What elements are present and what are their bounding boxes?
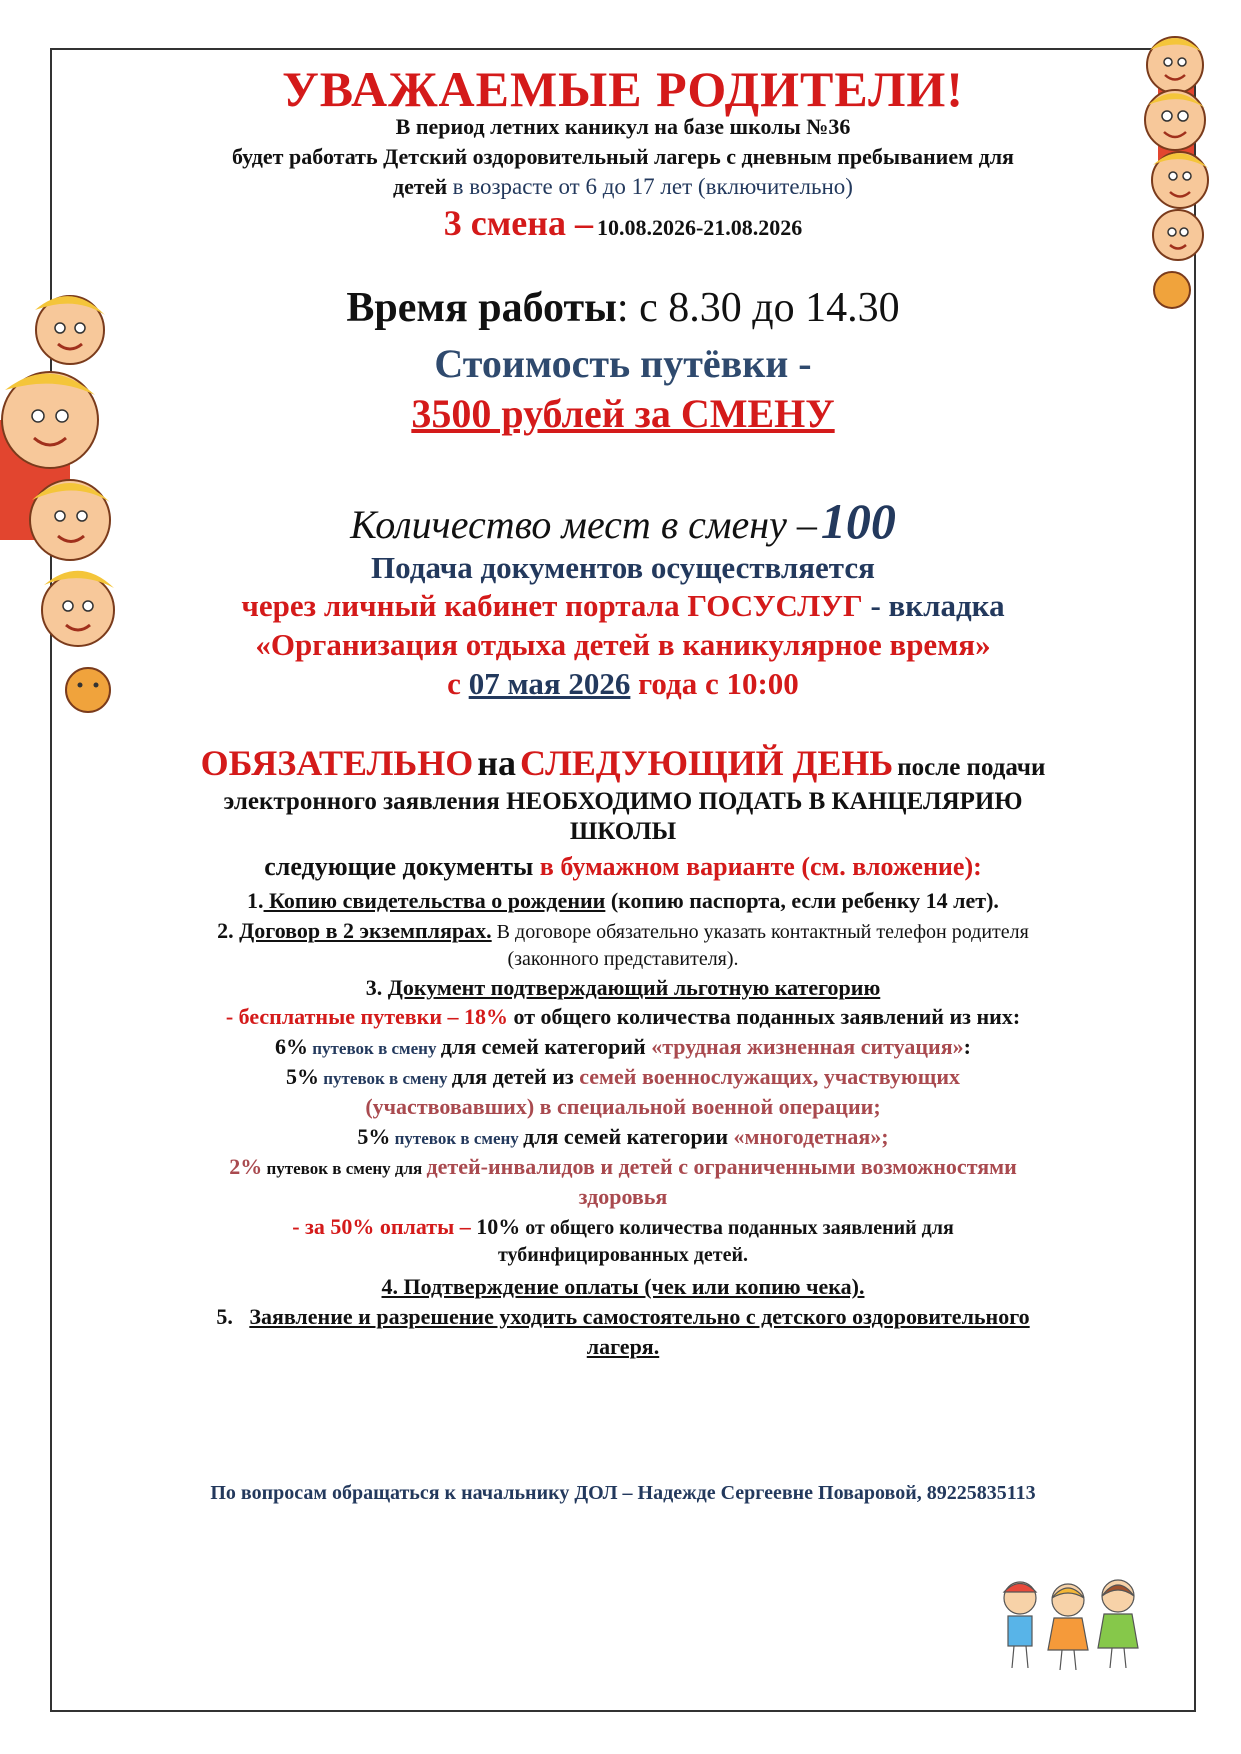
doc-2-note-line-2: (законного представителя). bbox=[507, 948, 739, 970]
cost-value: 3500 рублей за СМЕНУ bbox=[411, 391, 835, 436]
free-vouchers-percent: 18% bbox=[464, 1004, 508, 1029]
category-2-line-2: (участвовавших) в специальной военной операции; bbox=[365, 1094, 881, 1119]
required-word: ОБЯЗАТЕЛЬНО bbox=[200, 743, 474, 783]
intro-line-1: В период летних каникул на базе школы №36 bbox=[395, 114, 851, 139]
category-4-name: детей-инвалидов и детей с ограниченными возможностями bbox=[426, 1154, 1017, 1179]
category-1-line bbox=[52, 1034, 1194, 1060]
submission-date: 07 мая 2026 bbox=[468, 666, 631, 701]
category-4-line-2: здоровья bbox=[578, 1184, 668, 1209]
kids-bottom-illustration bbox=[990, 1570, 1150, 1680]
age-range-text: в возрасте от 6 до 17 лет (включительно) bbox=[452, 174, 853, 199]
shift-dates: 10.08.2026-21.08.2026 bbox=[596, 215, 803, 240]
doc-5-title: Заявление и разрешение уходить самостоятельно с детского оздоровительного bbox=[249, 1304, 1030, 1329]
category-1-name: «трудная жизненная ситуация» bbox=[651, 1034, 964, 1059]
free-vouchers-line bbox=[52, 1004, 1194, 1030]
required-line-4 bbox=[52, 852, 1194, 882]
category-4-percent: 2% bbox=[229, 1154, 263, 1179]
contact-footer: По вопросам обращаться к начальнику ДОЛ – Надежде Сергеевне Поваровой, 89225835113 bbox=[210, 1482, 1036, 1504]
submission-line-2 bbox=[52, 588, 1194, 624]
category-1-end: : bbox=[963, 1034, 971, 1059]
category-4-line bbox=[52, 1154, 1194, 1180]
required-after: после подачи bbox=[897, 754, 1046, 781]
category-2-text: для детей из bbox=[451, 1064, 580, 1089]
half-payment-line-2: тубинфицированных детей. bbox=[497, 1244, 749, 1266]
half-payment-label: - за 50% оплаты – bbox=[292, 1214, 471, 1239]
doc-item-3 bbox=[52, 975, 1194, 1001]
doc-3-title: Документ подтверждающий льготную категорию bbox=[387, 975, 881, 1000]
page-title: УВАЖАЕМЫЕ РОДИТЕЛИ! bbox=[282, 61, 964, 117]
category-2-per-shift: путевок в смену bbox=[319, 1069, 452, 1088]
half-payment-line bbox=[52, 1214, 1194, 1240]
paper-format: в бумажном варианте (см. вложение): bbox=[539, 852, 982, 881]
docs-intro: следующие документы bbox=[264, 852, 534, 881]
category-3-per-shift: путевок в смену bbox=[390, 1129, 524, 1148]
category-2-percent: 5% bbox=[286, 1064, 319, 1089]
category-1-percent: 6% bbox=[275, 1034, 309, 1059]
category-3-line bbox=[52, 1124, 1194, 1150]
doc-1-number: 1. bbox=[247, 888, 264, 913]
work-hours-value: : с 8.30 до 14.30 bbox=[616, 285, 900, 331]
category-2-line bbox=[52, 1064, 1194, 1090]
doc-1-note: (копию паспорта, если ребенку 14 лет). bbox=[605, 888, 999, 913]
category-3-name: «многодетная»; bbox=[733, 1124, 889, 1149]
doc-2-note: В договоре обязательно указать контактный телефон родителя bbox=[491, 921, 1029, 943]
required-on: на bbox=[477, 743, 516, 783]
intro-line-2: будет работать Детский оздоровительный лагерь с дневным пребыванием для bbox=[232, 144, 1014, 169]
shift-label: 3 смена – bbox=[443, 203, 593, 243]
submission-from: с bbox=[447, 666, 461, 701]
doc-1-title: Копию свидетельства о рождении bbox=[263, 888, 606, 913]
doc-5-number: 5. bbox=[216, 1304, 233, 1329]
doc-item-5 bbox=[52, 1304, 1194, 1330]
category-4-per-shift: путевок в смену для bbox=[262, 1159, 427, 1178]
places-line bbox=[52, 492, 1194, 550]
doc-item-2 bbox=[52, 918, 1194, 944]
half-payment-text: от общего количества поданных заявлений для bbox=[520, 1217, 954, 1239]
doc-item-5-line-2: лагеря. bbox=[586, 1334, 660, 1359]
submission-line-4 bbox=[52, 666, 1194, 702]
required-line-3: ШКОЛЫ bbox=[569, 818, 677, 845]
intro-children-word: детей bbox=[393, 174, 448, 199]
half-payment-percent: 10% bbox=[470, 1214, 521, 1239]
places-value: 100 bbox=[820, 493, 896, 549]
cost-label-text: Стоимость путёвки - bbox=[434, 341, 812, 386]
doc-2-number: 2. bbox=[217, 918, 234, 943]
free-vouchers-text: от общего количества поданных заявлений из них: bbox=[508, 1004, 1021, 1029]
category-1-text: для семей категорий bbox=[440, 1034, 652, 1059]
required-next-day: СЛЕДУЮЩИЙ ДЕНЬ bbox=[519, 743, 894, 783]
category-3-text: для семей категории bbox=[523, 1124, 734, 1149]
gosuslugi-text: через личный кабинет портала ГОСУСЛУГ bbox=[241, 588, 863, 623]
shift-line bbox=[52, 202, 1194, 244]
work-hours-label: Время работы bbox=[346, 285, 617, 331]
free-vouchers-label: - бесплатные путевки – bbox=[225, 1004, 459, 1029]
cost-label bbox=[52, 340, 1194, 387]
required-line-1 bbox=[52, 742, 1194, 784]
intro-line-3 bbox=[52, 174, 1194, 200]
category-2-name: семей военнослужащих, участвующих bbox=[579, 1064, 960, 1089]
submission-line-3: «Организация отдыха детей в каникулярное время» bbox=[255, 627, 991, 662]
doc-item-1 bbox=[52, 888, 1194, 914]
work-hours-line bbox=[52, 284, 1194, 332]
category-1-per-shift: путевок в смену bbox=[308, 1039, 441, 1058]
doc-2-title: Договор в 2 экземплярах. bbox=[239, 918, 492, 943]
doc-item-4: 4. Подтверждение оплаты (чек или копию чека). bbox=[381, 1274, 865, 1299]
required-line-2: электронного заявления НЕОБХОДИМО ПОДАТЬ В КАНЦЕЛЯРИЮ bbox=[223, 788, 1023, 815]
tab-text: - вкладка bbox=[870, 588, 1005, 623]
submission-line-1: Подача документов осуществляется bbox=[371, 550, 875, 585]
submission-time: года с 10:00 bbox=[638, 666, 799, 701]
places-label: Количество мест в смену – bbox=[350, 502, 817, 547]
doc-3-number: 3. bbox=[365, 975, 383, 1000]
category-3-percent: 5% bbox=[357, 1124, 391, 1149]
